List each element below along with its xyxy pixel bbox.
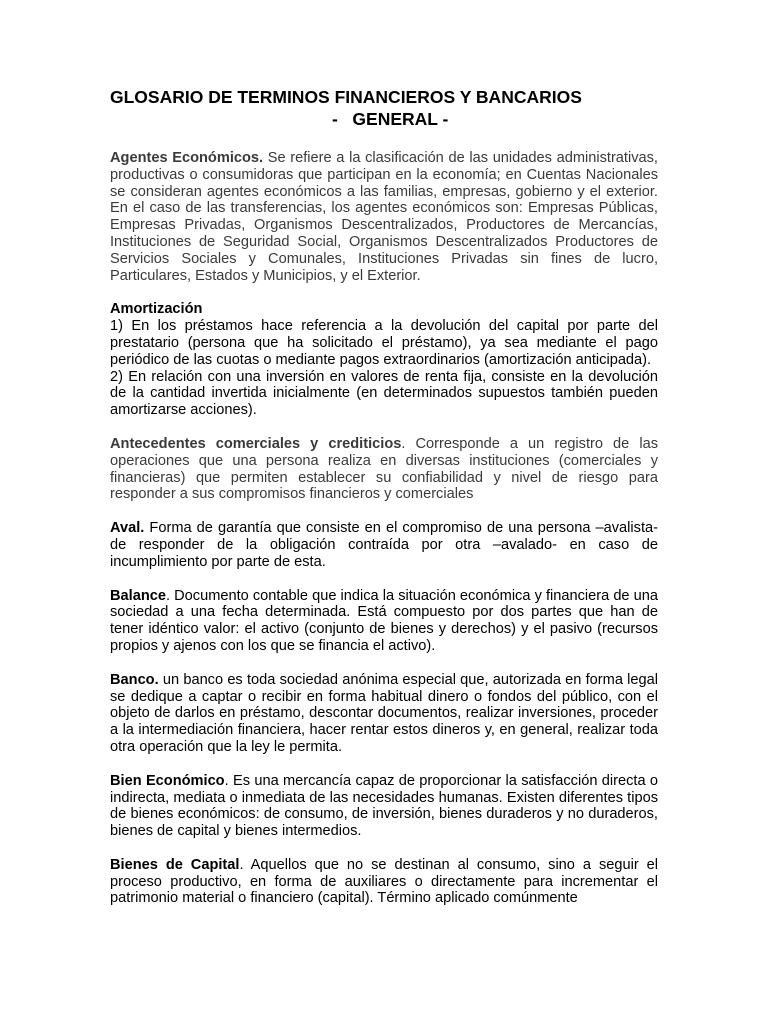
document-page <box>110 86 658 924</box>
entry-definition: Se refiere a la clasificación de las unidades administrativas, productivas o consumidoras que participan en la economía; en Cuentas Nacionales se consideran agentes económicos a las familias, empresas, gobierno y el exterior. En el caso de las transferencias, los agentes económicos son: Empresas Públicas, Empresas Privadas, Organismos Descentralizados, Productores de Mercancías, Instituciones de Seguridad Social, Organismos Descentralizados Productores de Servicios Sociales y Comunales, Instituciones Privadas sin fines de lucro, Particulares, Estados y Municipios, y el Exterior. <box>110 150 658 284</box>
glossary-entries <box>110 150 658 907</box>
glossary-entry-agentes-economicos <box>110 150 658 284</box>
entry-term: Banco. <box>110 671 159 688</box>
entry-definition-part-1: 1) En los préstamos hace referencia a la devolución del capital por parte del prestatario (persona que ha solicitado el préstamo), ya sea mediante el pago periódico de las cuotas o mediante pagos extraordinarios (amortización anticipada). <box>110 318 658 368</box>
entry-term: Amortización <box>110 301 203 318</box>
entry-term: Agentes Económicos. <box>110 150 264 166</box>
glossary-entry-aval <box>110 520 658 570</box>
entry-definition: un banco es toda sociedad anónima especial que, autorizada en forma legal se dedique a captar o recibir en forma habitual dinero o fondos del público, con el objeto de darlos en préstamo, descontar documentos, realizar inversiones, proceder a la intermediación financiera, hacer rentar estos dineros y, en general, realizar toda otra operación que la ley le permita. <box>110 671 658 755</box>
entry-definition: . Corresponde a un registro de las operaciones que una persona realiza en diversas instituciones (comerciales y financieras) que permiten establecer su confiabilidad y nivel de riesgo para responder a sus compromisos financieros y comerciales <box>110 435 659 503</box>
entry-term: Aval. <box>110 520 145 537</box>
entry-term: Bien Económico <box>110 772 225 789</box>
entry-definition: . Documento contable que indica la situación económica y financiera de una sociedad a una fecha determinada. Está compuesto por dos partes que han de tener idéntico valor: el activo (conjunto de bienes y derechos) y el pasivo (recursos propios y ajenos con los que se financia el activo). <box>110 587 658 654</box>
glossary-entry-amortizacion <box>110 301 658 419</box>
entry-definition: . Es una mercancía capaz de proporcionar la satisfacción directa o indirecta, mediata o inmediata de las necesidades humanas. Existen diferentes tipos de bienes económicos: de consumo, de inversión, bienes duraderos y no duraderos, bienes de capital y bienes intermedios. <box>110 772 658 840</box>
entry-term: Bienes de Capital <box>110 856 240 873</box>
glossary-entry-bien-economico <box>110 773 658 840</box>
document-subtitle: - GENERAL - <box>332 109 449 129</box>
entry-term: Antecedentes comerciales y crediticios <box>110 435 402 452</box>
entry-definition: . Aquellos que no se destinan al consumo, sino a seguir el proceso productivo, en forma de auxiliares o directamente para incrementar el patrimonio material o financiero (capital). Término aplicado comúnmente <box>110 856 659 907</box>
entry-term: Balance <box>110 587 166 604</box>
glossary-entry-bienes-de-capital <box>110 857 658 907</box>
glossary-entry-balance <box>110 588 658 655</box>
entry-definition-part-2: 2) En relación con una inversión en valores de renta fija, consiste en la devolución de la cantidad invertida inicialmente (en determinados supuestos también pueden amortizarse acciones). <box>110 368 658 419</box>
entry-definition: Forma de garantía que consiste en el compromiso de una persona –avalista- de responder de la obligación contraída por otra –avalado- en caso de incumplimiento por parte de esta. <box>110 520 658 570</box>
glossary-entry-antecedentes <box>110 436 658 503</box>
glossary-entry-banco <box>110 672 658 756</box>
document-title: GLOSARIO DE TERMINOS FINANCIEROS Y BANCARIOS <box>110 87 582 107</box>
